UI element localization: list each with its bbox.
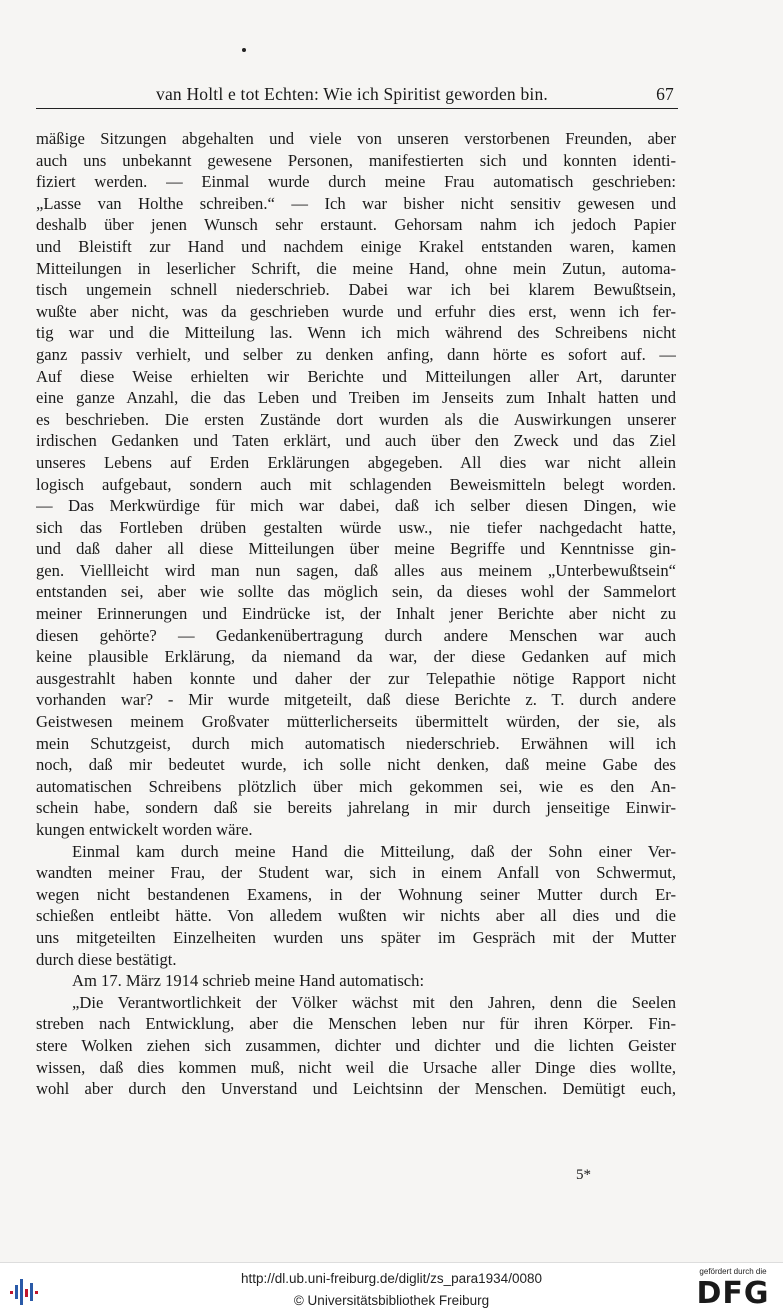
signature-mark: 5* [576, 1167, 591, 1183]
text-line: es beschrieben. Die ersten Zustände dort wurden als die Auswirkungen unserer [36, 409, 676, 429]
text-line: gen. Viellleicht wird man nun sagen, daß alles aus meinem „Unterbewußtsein“ [36, 560, 676, 580]
text-line: stere Wolken ziehen sich zusammen, dichter und dichter und die lichten Geister [36, 1035, 676, 1055]
text-line: Einmal kam durch meine Hand die Mitteilung, daß der Sohn einer Ver- [72, 841, 676, 861]
text-line: diesen gehörte? — Gedankenübertragung durch andere Menschen war auch [36, 625, 676, 645]
text-line: — Das Merkwürdige für mich war dabei, daß ich selber diesen Dingen, wie [36, 496, 676, 516]
running-header [36, 82, 678, 109]
text-line: vorhanden war? - Mir wurde mitgeteilt, daß diese Berichte z. T. durch andere [36, 690, 676, 710]
document-url[interactable]: http://dl.ub.uni-freiburg.de/diglit/zs_para1934/0080 [241, 1271, 542, 1286]
text-line: Mitteilungen in leserlicher Schrift, die meine Hand, ohne mein Zutun, automa- [36, 258, 676, 278]
text-line: mäßige Sitzungen abgehalten und viele von unseren verstorbenen Freunden, aber [36, 129, 676, 148]
dfg-logo [691, 1267, 775, 1311]
text-line: und Bleistift zur Hand und nachdem einige Krakel entstanden waren, kamen [36, 236, 676, 256]
text-line: wußte aber nicht, was da geschrieben wurde und erfuhr dies erst, wenn ich fer- [36, 301, 676, 321]
text-line: deshalb über jenen Wunsch sehr erstaunt. Gehorsam nahm ich jedoch Papier [36, 215, 676, 235]
text-line: fiziert werden. — Einmal wurde durch meine Frau automatisch geschrieben: [36, 172, 676, 192]
text-line: „Die Verantwortlichkeit der Völker wächst mit den Jahren, denn die Seelen [72, 992, 676, 1012]
text-line: tig war und die Mitteilung las. Wenn ich mich während des Schreibens nicht [36, 323, 676, 343]
text-line: kungen entwickelt worden wäre. [36, 820, 253, 839]
copyright-notice: © Universitätsbibliothek Freiburg [293, 1293, 490, 1308]
text-line: tisch ungemein schnell niederschrieb. Dabei war ich bei klarem Bewußtsein, [36, 280, 676, 300]
text-line: eine ganze Anzahl, die das Leben und Treiben im Jenseits zum Inhalt hatten und [36, 388, 676, 408]
text-line: wandten meiner Frau, der Student war, sich in einem Anfall von Schwermut, [36, 863, 676, 883]
text-line: mein Schutzgeist, durch mich automatisch niederschrieb. Erwähnen will ich [36, 733, 676, 753]
text-line: entstanden sei, aber wie sollte das möglich sein, da dieses wohl der Sammelort [36, 582, 676, 602]
speck-mark [242, 48, 246, 52]
text-line: ganz passiv verhielt, und selber zu denken anfing, dann hörte es sofort auf. — [36, 344, 676, 364]
text-line: sich das Fortleben drüben gestalten würde usw., nie tiefer nachgedacht hatte, [36, 517, 676, 537]
text-line: keine plausible Erklärung, da niemand da war, der diese Gedanken auf mich [36, 647, 676, 667]
viewer-footer [0, 1262, 783, 1314]
text-line: logisch aufgebaut, sondern auch mit schlagenden Beweismitteln belegt worden. [36, 474, 676, 494]
text-line: Am 17. März 1914 schrieb meine Hand automatisch: [72, 971, 425, 991]
text-line: und daß daher all diese Mitteilungen über meine Begriffe und Kenntnisse gin- [36, 539, 676, 559]
text-line: noch, daß mir bedeutet wurde, ich solle nicht denken, daß meine Gabe des [36, 755, 676, 775]
dfg-caption: gefördert durch die [699, 1267, 767, 1276]
text-line: uns mitgeteilten Einzelheiten wurden uns später im Gespräch mit der Mutter [36, 927, 676, 947]
text-line: meiner Erinnerungen und Eindrücke ist, der Inhalt jener Berichte aber nicht zu [36, 604, 676, 624]
text-line: „Lasse van Holthe schreiben.“ — Ich war bisher nicht sensitiv gewesen und [36, 193, 676, 213]
body-text [36, 128, 676, 1100]
text-line: wegen nicht bestandenen Examens, in der Wohnung seiner Mutter durch Er- [36, 884, 676, 904]
text-line: unseres Lebens auf Erden Erklärungen abgegeben. All dies war nicht allein [36, 452, 676, 472]
text-line: schießen entleibt hätte. Von alledem wußten wir nichts aber all dies und die [36, 906, 676, 926]
page-number: 67 [656, 84, 674, 104]
text-line: Geistwesen meinem Großvater mütterlicherseits übermittelt würden, der sie, als [36, 712, 676, 732]
text-line: auch uns unbekannt gewesene Personen, manifestierten sich und konnten identi- [36, 150, 676, 170]
text-line: schein habe, sondern daß sie bereits jahrelang in mir durch jenseitige Einwir- [36, 798, 676, 818]
text-line: automatischen Schreibens plötzlich über mich gekommen sei, wie es den An- [36, 776, 676, 796]
text-line: streben nach Entwicklung, aber die Menschen leben nur für ihren Körper. Fin- [36, 1014, 676, 1034]
text-line: durch diese bestätigt. [36, 949, 177, 969]
text-line: wissen, daß dies kommen muß, nicht weil die Ursache aller Dinge dies wollte, [36, 1057, 676, 1077]
running-title: van Holtl e tot Echten: Wie ich Spiritist geworden bin. [156, 84, 548, 104]
dfg-wordmark: DFG [696, 1276, 770, 1311]
text-line: irdischen Gedanken und Taten erklärt, und auch über den Zweck und das Ziel [36, 431, 676, 451]
text-line: wohl aber durch den Unverstand und Leichtsinn der Menschen. Demütigt euch, [36, 1079, 676, 1099]
text-line: ausgestrahlt haben konnte und daher der zur Telepathie nötige Rapport nicht [36, 668, 676, 688]
text-line: Auf diese Weise erhielten wir Berichte und Mitteilungen aller Art, darunter [36, 366, 676, 386]
